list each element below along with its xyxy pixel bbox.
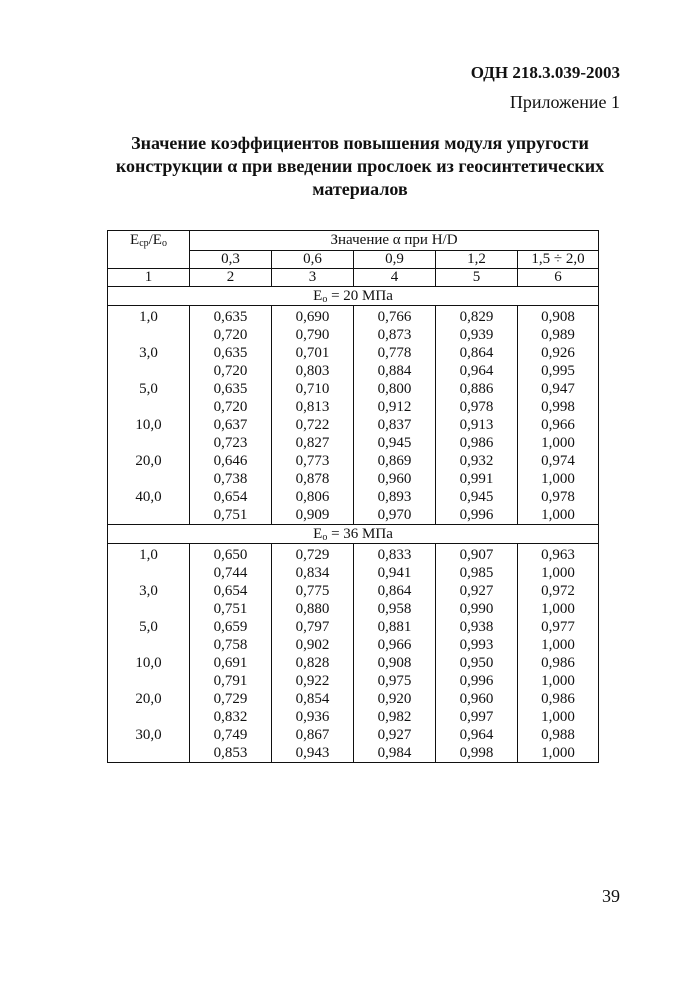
table-row <box>108 416 599 434</box>
coefficient-cell: 1,000 <box>518 744 599 763</box>
coefficient-cell: 0,945 <box>436 488 518 506</box>
ratio-cell <box>108 506 190 525</box>
hd-value: 1,5 ÷ 2,0 <box>518 251 599 269</box>
table-row <box>108 618 599 636</box>
table-row <box>108 452 599 470</box>
column-number-row <box>108 269 599 287</box>
coefficient-cell: 0,751 <box>190 506 272 525</box>
coefficient-cell: 0,744 <box>190 564 272 582</box>
ratio-cell: 10,0 <box>108 416 190 434</box>
coefficient-cell: 1,000 <box>518 470 599 488</box>
hd-value: 1,2 <box>436 251 518 269</box>
table-title <box>100 132 620 201</box>
ratio-cell <box>108 744 190 763</box>
coefficient-cell: 0,966 <box>354 636 436 654</box>
coefficient-cell: 0,997 <box>436 708 518 726</box>
coefficient-cell: 0,829 <box>436 306 518 327</box>
ratio-cell: 10,0 <box>108 654 190 672</box>
coefficient-cell: 0,729 <box>272 544 354 565</box>
coefficient-cell: 0,881 <box>354 618 436 636</box>
table-row <box>108 344 599 362</box>
coefficient-cell: 0,964 <box>436 726 518 744</box>
ratio-cell <box>108 326 190 344</box>
coefficient-cell: 0,964 <box>436 362 518 380</box>
coefficient-cell: 0,920 <box>354 690 436 708</box>
coefficient-cell: 1,000 <box>518 434 599 452</box>
coefficient-cell: 0,800 <box>354 380 436 398</box>
coefficient-cell: 0,646 <box>190 452 272 470</box>
coefficient-cell: 0,854 <box>272 690 354 708</box>
ratio-cell: 5,0 <box>108 380 190 398</box>
coefficient-cell: 0,913 <box>436 416 518 434</box>
coefficient-cell: 0,908 <box>518 306 599 327</box>
coefficient-cell: 0,938 <box>436 618 518 636</box>
table-row <box>108 506 599 525</box>
coefficient-table <box>107 230 599 763</box>
coefficient-cell: 0,995 <box>518 362 599 380</box>
title-line-1: Значение коэффициентов повышения модуля упругости <box>131 133 589 153</box>
alpha-group-header: Значение α при H/D <box>190 231 599 251</box>
coefficient-cell: 0,773 <box>272 452 354 470</box>
coefficient-cell: 0,878 <box>272 470 354 488</box>
coefficient-cell: 0,993 <box>436 636 518 654</box>
coefficient-cell: 0,853 <box>190 744 272 763</box>
coefficient-cell: 0,990 <box>436 600 518 618</box>
ratio-cell: 20,0 <box>108 452 190 470</box>
ratio-cell <box>108 708 190 726</box>
coefficient-cell: 0,654 <box>190 488 272 506</box>
coefficient-cell: 0,880 <box>272 600 354 618</box>
coefficient-cell: 0,963 <box>518 544 599 565</box>
coefficient-cell: 0,635 <box>190 380 272 398</box>
ratio-cell <box>108 362 190 380</box>
table-row <box>108 672 599 690</box>
ratio-cell: 5,0 <box>108 618 190 636</box>
coefficient-cell: 0,873 <box>354 326 436 344</box>
coefficient-cell: 0,978 <box>436 398 518 416</box>
ratio-cell <box>108 398 190 416</box>
coefficient-cell: 0,720 <box>190 326 272 344</box>
table-row <box>108 690 599 708</box>
section-label: $E_o = 20$ МПа <box>108 287 599 306</box>
title-line-2: конструкции α при введении прослоек из геосинтетических <box>115 156 605 176</box>
coefficient-cell: 1,000 <box>518 564 599 582</box>
table-row <box>108 654 599 672</box>
coefficient-cell: 0,912 <box>354 398 436 416</box>
coefficient-cell: 0,960 <box>354 470 436 488</box>
ratio-column-header: $E_{ср}/E_о$ <box>108 231 190 269</box>
table-row <box>108 380 599 398</box>
coefficient-cell: 0,932 <box>436 452 518 470</box>
table-row <box>108 470 599 488</box>
ratio-cell: 30,0 <box>108 726 190 744</box>
coefficient-cell: 1,000 <box>518 672 599 690</box>
coefficient-cell: 0,926 <box>518 344 599 362</box>
appendix-label: Приложение 1 <box>509 92 620 112</box>
coefficient-cell: 0,988 <box>518 726 599 744</box>
coefficient-cell: 0,635 <box>190 344 272 362</box>
coefficient-cell: 0,978 <box>518 488 599 506</box>
table-row <box>108 636 599 654</box>
table-row <box>108 434 599 452</box>
ratio-cell: 3,0 <box>108 344 190 362</box>
coefficient-cell: 0,837 <box>354 416 436 434</box>
column-number: 1 <box>108 269 190 287</box>
section-header-row <box>108 525 599 544</box>
coefficient-cell: 0,832 <box>190 708 272 726</box>
coefficient-cell: 0,991 <box>436 470 518 488</box>
coefficient-cell: 0,723 <box>190 434 272 452</box>
ratio-cell: 1,0 <box>108 544 190 565</box>
column-number: 4 <box>354 269 436 287</box>
coefficient-cell: 0,751 <box>190 600 272 618</box>
coefficient-cell: 0,986 <box>518 654 599 672</box>
coefficient-cell: 0,828 <box>272 654 354 672</box>
coefficient-cell: 1,000 <box>518 708 599 726</box>
coefficient-cell: 0,886 <box>436 380 518 398</box>
coefficient-cell: 0,720 <box>190 362 272 380</box>
coefficient-cell: 0,710 <box>272 380 354 398</box>
table-row <box>108 362 599 380</box>
ratio-cell: 40,0 <box>108 488 190 506</box>
ratio-cell <box>108 600 190 618</box>
coefficient-cell: 0,909 <box>272 506 354 525</box>
table-row <box>108 488 599 506</box>
coefficient-cell: 0,654 <box>190 582 272 600</box>
coefficient-cell: 0,941 <box>354 564 436 582</box>
coefficient-cell: 0,996 <box>436 672 518 690</box>
coefficient-cell: 0,701 <box>272 344 354 362</box>
coefficient-cell: 0,797 <box>272 618 354 636</box>
coefficient-cell: 0,907 <box>436 544 518 565</box>
ratio-cell: 1,0 <box>108 306 190 327</box>
coefficient-cell: 0,970 <box>354 506 436 525</box>
column-number: 5 <box>436 269 518 287</box>
coefficient-cell: 1,000 <box>518 600 599 618</box>
ratio-cell <box>108 672 190 690</box>
coefficient-cell: 0,986 <box>518 690 599 708</box>
coefficient-cell: 0,827 <box>272 434 354 452</box>
ratio-cell: 3,0 <box>108 582 190 600</box>
title-line-3: материалов <box>312 179 408 199</box>
hd-value: 0,6 <box>272 251 354 269</box>
coefficient-cell: 0,922 <box>272 672 354 690</box>
coefficient-cell: 0,974 <box>518 452 599 470</box>
coefficient-cell: 0,775 <box>272 582 354 600</box>
coefficient-cell: 0,758 <box>190 636 272 654</box>
document-code: ОДН 218.3.039-2003 <box>470 63 620 82</box>
ratio-cell: 20,0 <box>108 690 190 708</box>
coefficient-cell: 0,791 <box>190 672 272 690</box>
coefficient-cell: 0,902 <box>272 636 354 654</box>
coefficient-cell: 0,972 <box>518 582 599 600</box>
table-row <box>108 708 599 726</box>
table-row <box>108 398 599 416</box>
table-row <box>108 726 599 744</box>
table-row <box>108 564 599 582</box>
coefficient-cell: 0,833 <box>354 544 436 565</box>
table-row <box>108 582 599 600</box>
coefficient-cell: 0,720 <box>190 398 272 416</box>
table-row <box>108 744 599 763</box>
table-row <box>108 306 599 327</box>
coefficient-cell: 0,691 <box>190 654 272 672</box>
coefficient-cell: 0,945 <box>354 434 436 452</box>
coefficient-cell: 0,975 <box>354 672 436 690</box>
coefficient-cell: 0,927 <box>354 726 436 744</box>
section-label: $E_o = 36$ МПа <box>108 525 599 544</box>
coefficient-cell: 0,722 <box>272 416 354 434</box>
coefficient-cell: 0,813 <box>272 398 354 416</box>
coefficient-cell: 0,893 <box>354 488 436 506</box>
coefficient-cell: 0,996 <box>436 506 518 525</box>
coefficient-cell: 0,834 <box>272 564 354 582</box>
ratio-cell <box>108 564 190 582</box>
hd-value: 0,9 <box>354 251 436 269</box>
coefficient-cell: 0,803 <box>272 362 354 380</box>
coefficient-cell: 1,000 <box>518 636 599 654</box>
coefficient-cell: 0,766 <box>354 306 436 327</box>
coefficient-cell: 0,958 <box>354 600 436 618</box>
coefficient-cell: 0,650 <box>190 544 272 565</box>
coefficient-cell: 0,806 <box>272 488 354 506</box>
coefficient-cell: 0,943 <box>272 744 354 763</box>
table-row <box>108 326 599 344</box>
coefficient-cell: 0,982 <box>354 708 436 726</box>
coefficient-cell: 0,864 <box>354 582 436 600</box>
coefficient-cell: 0,977 <box>518 618 599 636</box>
coefficient-cell: 0,738 <box>190 470 272 488</box>
coefficient-cell: 0,864 <box>436 344 518 362</box>
ratio-cell <box>108 434 190 452</box>
coefficient-cell: 0,998 <box>436 744 518 763</box>
coefficient-cell: 0,984 <box>354 744 436 763</box>
coefficient-cell: 0,690 <box>272 306 354 327</box>
coefficient-cell: 0,884 <box>354 362 436 380</box>
coefficient-cell: 0,989 <box>518 326 599 344</box>
coefficient-cell: 0,985 <box>436 564 518 582</box>
column-number: 2 <box>190 269 272 287</box>
coefficient-cell: 0,869 <box>354 452 436 470</box>
coefficient-cell: 0,908 <box>354 654 436 672</box>
column-number: 3 <box>272 269 354 287</box>
table-row <box>108 600 599 618</box>
coefficient-cell: 0,998 <box>518 398 599 416</box>
hd-value: 0,3 <box>190 251 272 269</box>
coefficient-cell: 0,729 <box>190 690 272 708</box>
coefficient-cell: 0,659 <box>190 618 272 636</box>
coefficient-cell: 0,936 <box>272 708 354 726</box>
coefficient-cell: 0,749 <box>190 726 272 744</box>
coefficient-cell: 0,950 <box>436 654 518 672</box>
coefficient-cell: 0,939 <box>436 326 518 344</box>
column-number: 6 <box>518 269 599 287</box>
section-header-row <box>108 287 599 306</box>
coefficient-cell: 0,986 <box>436 434 518 452</box>
coefficient-cell: 0,635 <box>190 306 272 327</box>
coefficient-cell: 0,867 <box>272 726 354 744</box>
header-row <box>108 231 599 251</box>
coefficient-cell: 0,790 <box>272 326 354 344</box>
coefficient-cell: 0,778 <box>354 344 436 362</box>
coefficient-cell: 0,947 <box>518 380 599 398</box>
coefficient-cell: 1,000 <box>518 506 599 525</box>
table-row <box>108 544 599 565</box>
coefficient-cell: 0,637 <box>190 416 272 434</box>
coefficient-cell: 0,960 <box>436 690 518 708</box>
ratio-cell <box>108 470 190 488</box>
ratio-cell <box>108 636 190 654</box>
coefficient-cell: 0,927 <box>436 582 518 600</box>
coefficient-cell: 0,966 <box>518 416 599 434</box>
page-number: 39 <box>602 886 620 906</box>
